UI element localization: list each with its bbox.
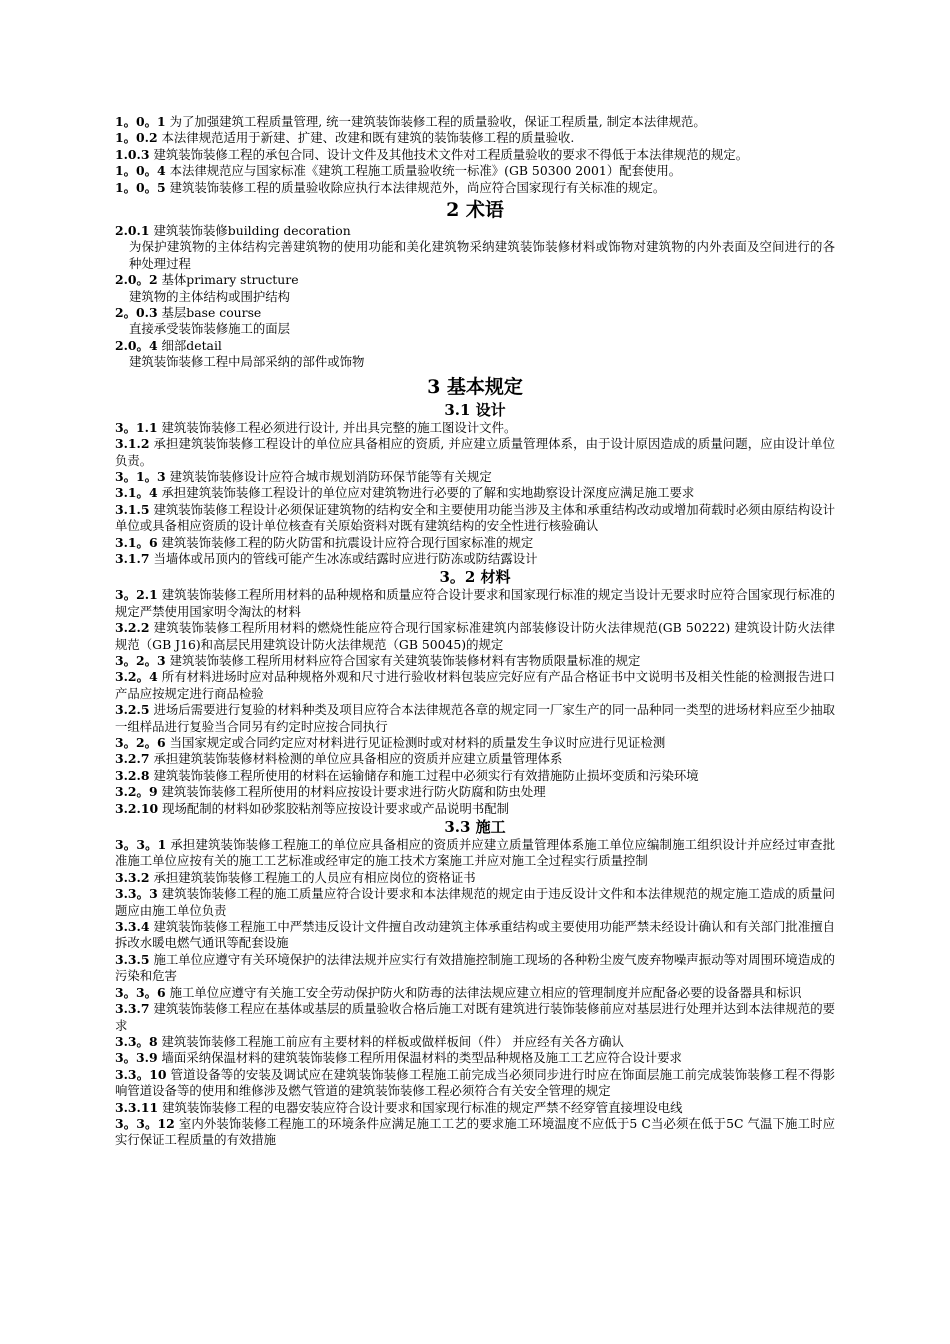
section-3-2-heading <box>115 567 835 587</box>
term-heading <box>115 305 835 321</box>
clause <box>115 952 835 985</box>
clause-number: 3.3.7 <box>115 1001 150 1017</box>
clause <box>115 180 835 196</box>
clause <box>115 163 835 179</box>
clause-number: 3.1.2 <box>115 436 150 452</box>
clause-text: 建筑装饰装修设计应符合城市规划消防环保节能等有关规定 <box>169 468 492 484</box>
clause-number: 3.1.7 <box>115 550 150 566</box>
clause <box>115 985 835 1001</box>
term-description: 建筑物的主体结构或围护结构 <box>129 288 291 304</box>
clause <box>115 1034 835 1050</box>
clause <box>115 837 835 870</box>
clause-text: 建筑装饰装修工程所使用的材料应按设计要求进行防火防腐和防虫处理 <box>161 784 546 800</box>
clause <box>115 702 835 735</box>
section-number: 3.3 <box>444 818 471 837</box>
clause-number: 2。0.3 <box>115 305 158 321</box>
clause <box>115 420 835 436</box>
section-3-1-clauses <box>115 420 835 568</box>
section-number: 3。2 <box>439 568 476 587</box>
term-heading <box>115 223 835 239</box>
clause-text: 本法律规范适用于新建、扩建、改建和既有建筑的装饰装修工程的质量验收. <box>161 130 575 146</box>
clause-text: 建筑装饰装修工程应在基体或基层的质量验收合格后施工对既有建筑进行装饰装修前应对基层进行处理并达到本法律规范的要求 <box>115 1001 835 1033</box>
clause-text: 建筑装饰装修工程的电器安装应符合设计要求和国家现行标准的规定严禁不经穿管直接埋设电线 <box>162 1099 683 1115</box>
clause-text: 所有材料进场时应对品种规格外观和尺寸进行验收材料包装应完好应有产品合格证书中文说明书及相关性能的检测报告进口产品应按规定进行商品检验 <box>115 669 835 701</box>
clause-number: 3。1.1 <box>115 419 158 435</box>
term-title: 细部detail <box>161 337 222 353</box>
chapter-title: 术语 <box>465 199 504 222</box>
clause <box>115 886 835 919</box>
section-number: 3.1 <box>444 400 471 419</box>
clause <box>115 436 835 469</box>
clause-text: 建筑装饰装修工程所使用的材料在运输储存和施工过程中必须实行有效措施防止损坏变质和污染环境 <box>153 767 699 783</box>
clause-text: 建筑装饰装修工程的质量验收除应执行本法律规范外，尚应符合国家现行有关标准的规定。 <box>169 179 666 195</box>
clause <box>115 147 835 163</box>
clause <box>115 535 835 551</box>
clause <box>115 870 835 886</box>
section-title: 施工 <box>475 818 506 837</box>
clause <box>115 587 835 620</box>
clause-text: 建筑装饰装修工程施工前应有主要材料的样板或做样板间（件） 并应经有关各方确认 <box>161 1033 624 1049</box>
term-description: 建筑装饰装修工程中局部采纳的部件或饰物 <box>129 354 365 370</box>
clause-number: 3.3.11 <box>115 1099 159 1115</box>
clause-number: 3。2。3 <box>115 652 166 668</box>
term-heading <box>115 338 835 354</box>
clause-text: 室内外装饰装修工程施工的环境条件应满足施工工艺的要求施工环境温度不应低于5 C当必须在低于5C 气温下施工时应实行保证工程质量的有效措施 <box>115 1115 835 1148</box>
clause-number: 1。0.2 <box>115 130 158 146</box>
chapter-title: 基本规定 <box>446 375 523 398</box>
clause <box>115 620 835 653</box>
section-title: 设计 <box>475 400 506 419</box>
clause <box>115 768 835 784</box>
term-description: 直接承受装饰装修施工的面层 <box>129 321 291 337</box>
term-title: 基层base course <box>161 305 262 321</box>
clause-text: 管道设备等的安装及调试应在建筑装饰装修工程施工前完成当必须同步进行时应在饰面层施工前完成装饰装修工程不得影响管道设备等的使用和维修涉及燃气管道的建筑装饰装修工程必须符合有关安全管理的规定 <box>115 1066 835 1099</box>
section-3-3-heading <box>115 817 835 837</box>
clause-text: 墙面采纳保温材料的建筑装饰装修工程所用保温材料的类型品种规格及施工工艺应符合设计要求 <box>161 1050 682 1066</box>
clause-text: 建筑装饰装修工程的施工质量应符合设计要求和本法律规范的规定由于违反设计文件和本法律规范的规定施工造成的质量问题应由施工单位负责 <box>115 886 835 918</box>
clause-number: 3。3。6 <box>115 984 166 1000</box>
clause-number: 3.2.5 <box>115 702 150 718</box>
clause <box>115 551 835 567</box>
clause-text: 当国家规定或合同约定应对材料进行见证检测时或对材料的质量发生争议时应进行见证检测 <box>169 735 666 750</box>
clause-text: 建筑装饰装修工程所用材料的品种规格和质量应符合设计要求和国家现行标准的规定当设计无要求时应符合国家现行标准的规定严禁使用国家明令淘汰的材料 <box>115 587 835 619</box>
clause <box>115 469 835 485</box>
clause <box>115 919 835 952</box>
clause-text: 建筑装饰装修工程的防火防雷和抗震设计应符合现行国家标准的规定 <box>161 534 534 550</box>
document-page <box>115 114 835 1149</box>
clause <box>115 751 835 767</box>
clause-text: 建筑装饰装修工程所用材料应符合国家有关建筑装饰装修材料有害物质限量标准的规定 <box>169 652 641 668</box>
section-1-clauses <box>115 114 835 196</box>
clause-number: 3.2.8 <box>115 767 150 783</box>
clause-text: 承担建筑装饰装修材料检测的单位应具备相应的资质并应建立质量管理体系 <box>153 751 563 767</box>
clause-number: 3。1。3 <box>115 468 166 484</box>
clause-number: 2.0。4 <box>115 337 158 353</box>
clause-number: 3.2。4 <box>115 669 158 685</box>
clause-number: 3.3.4 <box>115 919 150 935</box>
clause-number: 1。0。4 <box>115 163 166 179</box>
clause-number: 2.0.1 <box>115 223 150 239</box>
clause-text: 建筑装饰装修工程施工中严禁违反设计文件擅自改动建筑主体承重结构或主要使用功能严禁未经设计确认和有关部门批准擅自拆改水暖电燃气通讯等配套设施 <box>115 919 835 951</box>
clause-number: 3.2.2 <box>115 620 150 636</box>
clause-number: 1.0.3 <box>115 146 150 162</box>
clause-number: 3.3.5 <box>115 951 150 967</box>
clause-number: 3.3。3 <box>115 886 158 902</box>
clause <box>115 653 835 669</box>
clause <box>115 1001 835 1034</box>
clause-number: 3.1。4 <box>115 485 158 501</box>
clause-number: 3。3。1 <box>115 837 167 853</box>
chapter-2-heading <box>115 197 835 223</box>
chapter-3-heading <box>115 374 835 400</box>
chapter-number: 3 <box>427 375 441 398</box>
clause-text: 建筑装饰装修工程所用材料的燃烧性能应符合现行国家标准建筑内部装修设计防火法律规范(GB 50222) 建筑设计防火法律规范（GB J16)和高层民用建筑设计防火法律规范（GB 50045)的规定 <box>115 620 835 652</box>
clause-number: 3。3。12 <box>115 1115 175 1131</box>
clause-text: 施工单位应遵守有关施工安全劳动保护防火和防毒的法律法规应建立相应的管理制度并应配备必要的设备器具和标识 <box>169 984 802 1000</box>
clause-text: 现场配制的材料如砂浆胶粘剂等应按设计要求或产品说明书配制 <box>162 800 510 816</box>
clause-number: 1。0。5 <box>115 179 166 195</box>
clause-number: 2.0。2 <box>115 272 158 288</box>
clause <box>115 1116 835 1149</box>
clause-text: 建筑装饰装修工程必须进行设计, 并出具完整的施工图设计文件。 <box>161 419 517 435</box>
clause-text: 进场后需要进行复验的材料种类及项目应符合本法律规范各章的规定同一厂家生产的同一品种同一类型的进场材料应至少抽取一组样品进行复验当合同另有约定时应按合同执行 <box>115 702 835 734</box>
clause <box>115 485 835 501</box>
section-3-2-clauses <box>115 587 835 817</box>
clause <box>115 669 835 702</box>
clause <box>115 114 835 130</box>
clause-number: 3.1.5 <box>115 501 150 517</box>
clause-text: 承担建筑装饰装修工程施工的单位应具备相应的资质并应建立质量管理体系施工单位应编制施工组织设计并应经过审查批准施工单位应按有关的施工工艺标准或经审定的施工技术方案施工并应对施工全过程实行质量控制 <box>115 837 835 869</box>
clause-number: 3.2.10 <box>115 800 159 816</box>
clause <box>115 1050 835 1066</box>
clause-text: 本法律规范应与国家标准《建筑工程施工质量验收统一标准》(GB 50300 2001）配套使用。 <box>169 163 682 179</box>
clause-text: 承担建筑装饰装修工程施工的人员应有相应岗位的资格证书 <box>153 869 476 885</box>
terms-list <box>115 223 835 371</box>
clause-number: 3.2。9 <box>115 784 158 800</box>
clause-number: 3。3.9 <box>115 1050 158 1066</box>
clause-number: 3.2.7 <box>115 751 150 767</box>
clause-text: 承担建筑装饰装修工程设计的单位应对建筑物进行必要的了解和实地勘察设计深度应满足施工要求 <box>161 485 695 501</box>
clause <box>115 801 835 817</box>
clause-number: 3.3.2 <box>115 869 150 885</box>
chapter-number: 2 <box>446 199 460 222</box>
clause-number: 3.3。8 <box>115 1033 158 1049</box>
clause <box>115 502 835 535</box>
term-heading <box>115 272 835 288</box>
clause-text: 为了加强建筑工程质量管理, 统一建筑装饰装修工程的质量验收，保证工程质量, 制定本法律规范。 <box>169 114 706 129</box>
clause <box>115 130 835 146</box>
clause <box>115 784 835 800</box>
clause <box>115 735 835 751</box>
clause-text: 建筑装饰装修工程的承包合同、设计文件及其他技术文件对工程质量验收的要求不得低于本法律规范的规定。 <box>153 146 749 162</box>
clause <box>115 1067 835 1100</box>
term-description: 为保护建筑物的主体结构完善建筑物的使用功能和美化建筑物采纳建筑装饰装修材料或饰物对建筑物的内外表面及空间进行的各种处理过程 <box>129 239 835 271</box>
clause-text: 施工单位应遵守有关环境保护的法律法规并应实行有效措施控制施工现场的各种粉尘废气废弃物噪声振动等对周围环境造成的污染和危害 <box>115 951 835 984</box>
section-3-3-clauses <box>115 837 835 1149</box>
term-title: 基体primary structure <box>161 272 299 288</box>
clause-text: 建筑装饰装修工程设计必须保证建筑物的结构安全和主要使用功能当涉及主体和承重结构改动或增加荷载时必须由原结构设计单位或具备相应资质的设计单位核查有关原始资料对既有建筑结构的安全性进行核验确认 <box>115 501 835 534</box>
clause-number: 3。2。6 <box>115 735 166 750</box>
clause-text: 当墙体或吊顶内的管线可能产生冰冻或结露时应进行防冻或防结露设计 <box>153 550 538 566</box>
clause <box>115 1100 835 1116</box>
clause-number: 1。0。1 <box>115 114 166 129</box>
clause-text: 承担建筑装饰装修工程设计的单位应具备相应的资质, 并应建立质量管理体系，由于设计原因造成的质量问题，应由设计单位负责。 <box>115 436 835 468</box>
term-title: 建筑装饰装修building decoration <box>153 223 351 239</box>
clause-number: 3。2.1 <box>115 587 158 603</box>
clause-number: 3.1。6 <box>115 534 158 550</box>
section-title: 材料 <box>480 568 511 587</box>
clause-number: 3.3。10 <box>115 1066 167 1082</box>
section-3-1-heading <box>115 400 835 420</box>
